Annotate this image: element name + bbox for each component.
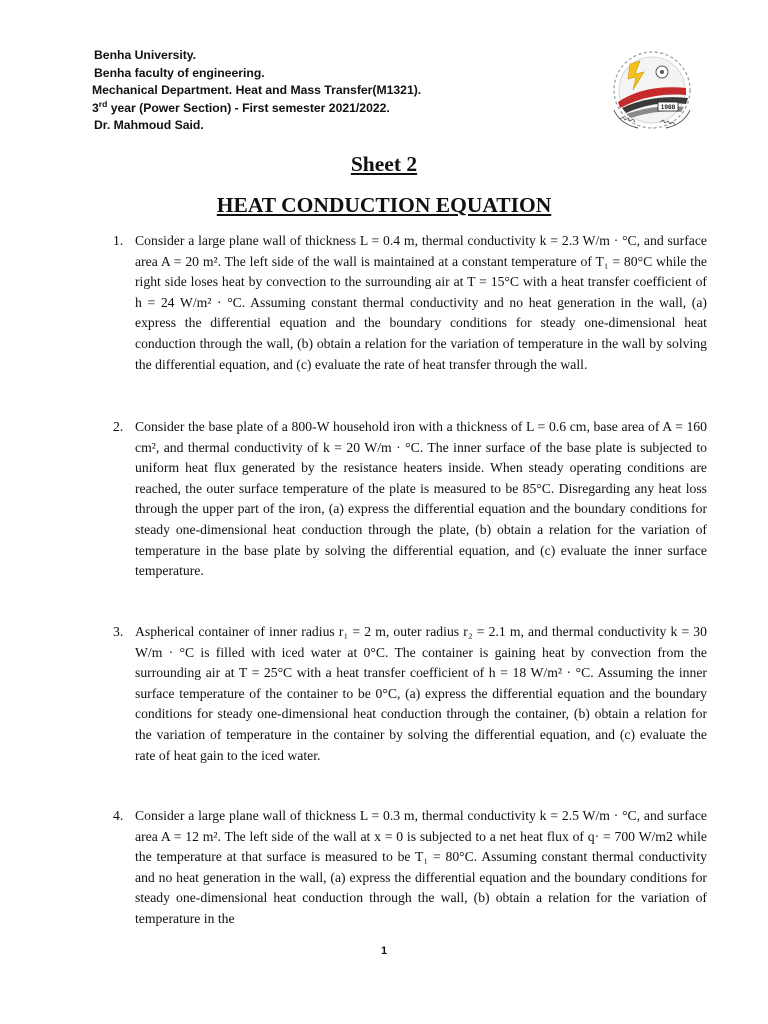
problem-number: 4. [113, 808, 124, 823]
course-line: Mechanical Department. Heat and Mass Transfer(M1321). [92, 83, 422, 98]
problem-item [107, 231, 707, 375]
problem-text: Consider a large plane wall of thickness L = 0.4 m, thermal conductivity k = 2.3 W/m · °C, and surface area A = 20 m². The left side of the wall is maintained at a constant temperature of T₁ = 80°C while the right side loses heat by convection to the surrounding air at T = 15°C with a heat transfer coefficient of h = 24 W/m² · °C. Assuming constant thermal conductivity and no heat generation in the wall, (a) express the differential equation and the boundary conditions for steady one-dimensional heat conduction through the wall, (b) obtain a relation for the variation of temperature in the wall by solving the differential equation, and (c) evaluate the rate of heat transfer through the wall. [135, 233, 707, 372]
year-rest: year (Power Section) - First semester 2021/2022. [107, 100, 390, 115]
problem-item [107, 417, 707, 582]
faculty-name: Benha faculty of engineering. [94, 65, 265, 80]
problem-text: Aspherical container of inner radius r₁ = 2 m, outer radius r₂ = 2.1 m, and thermal conductivity k = 30 W/m · °C is filled with iced water at 0°C. The container is gaining heat by convection from the surrounding air at T = 25°C with a heat transfer coefficient of h = 18 W/m² · °C. Assuming the inner surface temperature of the container to be 0°C, (a) express the differential equation and the boundary conditions for steady one-dimensional heat conduction through the container, (b) obtain a relation for the variation of temperature in the container by solving the differential equation, and (c) evaluate the rate of heat gain to the iced water. [135, 624, 707, 763]
instructor-name: Dr. Mahmoud Said. [94, 118, 204, 133]
year-line [92, 100, 421, 118]
problem-item [107, 806, 707, 930]
problem-number: 2. [113, 419, 124, 434]
university-name: Benha University. [94, 48, 197, 62]
problem-item [107, 622, 707, 766]
sheet-subject-title: HEAT CONDUCTION EQUATION [216, 193, 552, 217]
problem-number: 1. [113, 233, 124, 248]
university-logo [600, 50, 704, 132]
problem-text: Consider a large plane wall of thickness L = 0.3 m, thermal conductivity k = 2.5 W/m · °C, and surface area A = 12 m². The left side of the wall at x = 0 is subjected to a net heat flux of q· = 700 W/m2 while the temperature at that surface is measured to be T₁ = 80°C. Assuming constant thermal conductivity and no heat generation in the wall, (a) express the differential equation and the boundary conditions for steady one-dimensional heat conduction through the wall, (b) obtain a relation for the variation of temperature in the [135, 808, 707, 926]
year-ordinal: rd [98, 98, 108, 109]
page-number: 1 [380, 945, 388, 957]
problem-number: 3. [113, 624, 124, 639]
problem-text: Consider the base plate of a 800-W household iron with a thickness of L = 0.6 cm, base area of A = 160 cm², and thermal conductivity of k = 20 W/m · °C. The inner surface of the base plate is subjected to uniform heat flux generated by the resistance heaters inside. When steady operating conditions are reached, the outer surface temperature of the plate is measured to be 85°C. Disregarding any heat loss through the upper part of the iron, (a) express the differential equation and the boundary conditions for steady one-dimensional heat conduction through the plate, (b) obtain a relation for the variation of temperature in the base plate by solving the differential equation, and (c) evaluate the inner surface temperature. [135, 419, 707, 579]
document-header [92, 47, 421, 135]
sheet-title: Sheet 2 [350, 152, 418, 176]
year-number: 3 [92, 100, 99, 115]
logo-year: 1988 [660, 104, 676, 111]
